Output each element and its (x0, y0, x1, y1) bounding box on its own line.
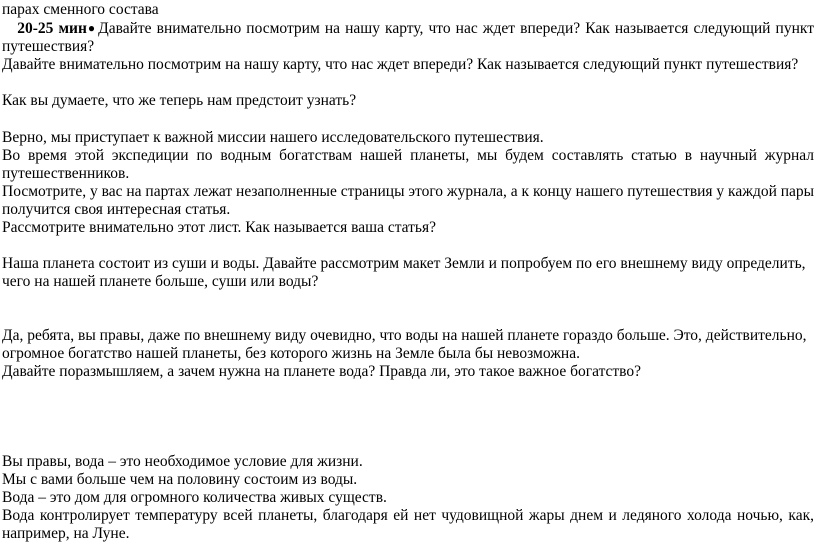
paragraph-line: Верно, мы приступает к важной миссии нашего исследовательского путешествия. (2, 129, 544, 146)
paragraph-line: путешественников. (2, 165, 130, 182)
paragraph-line: Наша планета состоит из суши и воды. Давайте рассмотрим макет Земли и попробуем по его внешнему виду определить, (2, 255, 806, 272)
paragraph-line: Вы правы, вода – это необходимое условие для жизни. (2, 453, 363, 470)
lesson-step-line (2, 19, 814, 38)
paragraph-line: Вода – это дом для огромного количества живых существ. (2, 489, 387, 506)
paragraph-line: Мы с вами больше чем на половину состоим из воды. (2, 471, 358, 488)
first-question-part2: путешествия? (2, 38, 95, 55)
paragraph-line: Во время этой экспедиции по водным богатствам нашей планеты, мы будем составлять статью в научный журнал (2, 147, 814, 164)
paragraph-line: огромное богатство нашей планеты, без которого жизнь на Земле была бы невозможна. (2, 345, 580, 362)
paragraph-line: получится своя интересная статья. (2, 201, 231, 218)
paragraph-line: Посмотрите, у вас на партах лежат незаполненные страницы этого журнала, а к концу нашего путешествия у каждой пары (2, 183, 814, 200)
paragraph-line: Рассмотрите внимательно этот лист. Как называется ваша статья? (2, 219, 437, 236)
paragraph-line: Давайте внимательно посмотрим на нашу карту, что нас ждет впереди? Как называется следующий пункт путешествия? (2, 56, 799, 73)
paragraph-line: Как вы думаете, что же теперь нам предстоит узнать? (2, 92, 357, 109)
paragraph-line: например, на Луне. (2, 525, 130, 542)
paragraph-line: Давайте поразмышляем, а зачем нужна на планете вода? Правда ли, это такое важное богатство? (2, 363, 642, 380)
paragraph-line: Вода контролирует температуру всей планеты, благодаря ей нет чудовищной жары днем и ледяного холода ночью, как, (2, 507, 814, 524)
bullet-icon: ● (87, 21, 96, 35)
paragraph-line: Да, ребята, вы правы, даже по внешнему виду очевидно, что воды на нашей планете гораздо больше. Это, действительно, (2, 327, 807, 344)
time-label: 20-25 мин (17, 20, 87, 37)
first-question-part1: Давайте внимательно посмотрим на нашу карту, что нас ждет впереди? Как называется следующий пункт (98, 20, 814, 37)
paragraph-line: чего на нашей планете больше, суши или воды? (2, 273, 319, 290)
context-line: парах сменного состава (2, 1, 159, 18)
